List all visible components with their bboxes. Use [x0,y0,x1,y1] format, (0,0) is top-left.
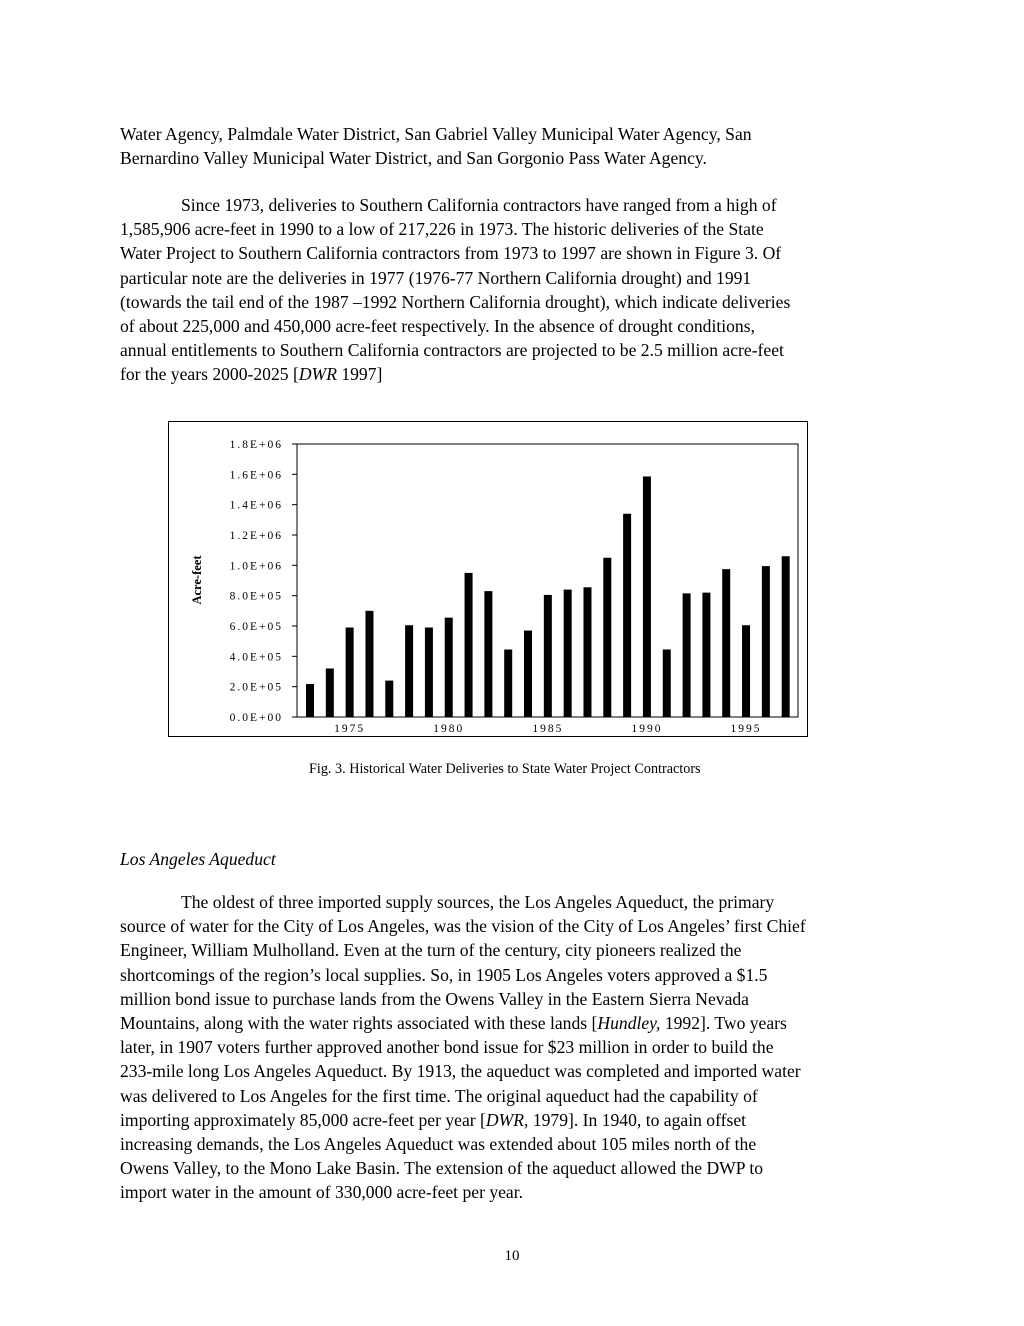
bar-1981 [465,573,473,717]
bar-1986 [564,590,572,717]
text-segment: 1997] [336,364,383,385]
bar-1989 [623,514,631,717]
bar-1995 [742,625,750,717]
text-segment: importing approximately 85,000 acre-feet per year [ [120,1109,486,1130]
bar-1985 [544,595,552,717]
bar-1975 [346,628,354,717]
text-line: Owens Valley, to the Mono Lake Basin. The extension of the aqueduct allowed the DWP to [120,1158,764,1179]
text-line: Water Agency, Palmdale Water District, San Gabriel Valley Municipal Water Agency, San [120,124,752,144]
bar-1990 [643,476,651,717]
text-line: Water Project to Southern California contractors from 1973 to 1997 are shown in Figure 3. Of [120,243,782,264]
section-heading: Los Angeles Aqueduct [120,849,276,869]
text-line: Engineer, William Mulholland. Even at the turn of the century, city pioneers realized the [120,940,742,961]
y-tick-label: 1.6E+06 [229,469,283,482]
bar-1982 [484,591,492,717]
text-line: import water in the amount of 330,000 acre-feet per year. [120,1182,524,1203]
y-axis-label: Acre-feet [190,555,204,605]
text-line: annual entitlements to Southern California contractors are projected to be 2.5 million acre-feet [120,340,784,361]
text-line: 233-mile long Los Angeles Aqueduct. By 1913, the aqueduct was completed and imported water [120,1061,801,1082]
bar-1996 [762,566,770,717]
bar-1983 [504,650,512,717]
x-tick-label: 1990 [631,723,663,735]
bar-1984 [524,631,532,717]
y-tick-label: 4.0E+05 [229,651,283,664]
y-tick-label: 0.0E+00 [229,712,283,724]
paragraph-agencies [120,122,920,170]
chart-svg [169,422,809,738]
bar-1988 [603,558,611,717]
bar-1991 [663,650,671,717]
bar-1997 [782,556,790,717]
figure-3-chart [168,421,808,737]
bar-1973 [306,684,314,717]
text-segment: for the years 2000-2025 [ [120,364,299,385]
text-line: The oldest of three imported supply sources, the Los Angeles Aqueduct, the primary [181,892,775,912]
text-line: increasing demands, the Los Angeles Aqueduct was extended about 105 miles north of the [120,1134,757,1155]
bar-1987 [583,587,591,717]
bar-1977 [385,681,393,717]
text-line: Bernardino Valley Municipal Water District, and San Gorgonio Pass Water Agency. [120,148,707,169]
text-line: of about 225,000 and 450,000 acre-feet respectively. In the absence of drought conditions, [120,316,755,337]
x-tick-label: 1975 [334,723,366,735]
bar-1976 [365,611,373,717]
citation-italic: Hundley, [597,1013,661,1034]
text-line [120,1108,920,1132]
bar-1979 [425,628,433,717]
y-tick-label: 6.0E+05 [229,621,283,633]
text-line: 1,585,906 acre-feet in 1990 to a low of 217,226 in 1973. The historic deliveries of the State [120,219,764,240]
paragraph-aqueduct [120,890,920,1205]
text-segment: 1992]. Two years [660,1013,787,1034]
bar-1978 [405,625,413,717]
bar-1994 [722,569,730,717]
citation-italic: DWR [298,364,337,385]
y-tick-label: 1.0E+06 [229,560,283,573]
text-line: later, in 1907 voters further approved another bond issue for $23 million in order to build the [120,1037,774,1058]
text-line [120,1011,920,1035]
bar-1992 [683,593,691,717]
bar-1974 [326,668,334,717]
figure-caption: Fig. 3. Historical Water Deliveries to State Water Project Contractors [309,761,701,777]
text-segment: 1979]. In 1940, to again offset [528,1109,747,1130]
text-line [120,362,920,386]
y-tick-label: 1.4E+06 [229,499,283,512]
bar-1993 [702,593,710,717]
x-tick-label: 1985 [532,723,564,735]
text-line: Since 1973, deliveries to Southern California contractors have ranged from a high of [181,195,777,215]
text-line: million bond issue to purchase lands from the Owens Valley in the Eastern Sierra Nevada [120,988,749,1009]
x-tick-label: 1995 [730,723,762,735]
y-tick-label: 1.2E+06 [229,530,283,542]
text-line: was delivered to Los Angeles for the first time. The original aqueduct had the capability of [120,1085,758,1106]
text-line: shortcomings of the region’s local supplies. So, in 1905 Los Angeles voters approved a $1.5 [120,964,768,985]
y-tick-label: 2.0E+05 [229,681,283,694]
y-tick-label: 8.0E+05 [229,590,283,603]
text-line: particular note are the deliveries in 1977 (1976-77 Northern California drought) and 1991 [120,267,752,288]
bar-1980 [445,618,453,717]
page-number: 10 [504,1248,520,1264]
x-tick-label: 1980 [433,723,465,735]
y-tick-label: 1.8E+06 [229,439,283,451]
paragraph-deliveries [120,193,920,387]
text-line: source of water for the City of Los Angeles, was the vision of the City of Los Angeles’ first Chief [120,916,806,937]
text-line: (towards the tail end of the 1987 –1992 Northern California drought), which indicate deliveries [120,291,791,312]
citation-italic: DWR, [485,1109,529,1130]
text-segment: Mountains, along with the water rights associated with these lands [ [120,1013,598,1034]
